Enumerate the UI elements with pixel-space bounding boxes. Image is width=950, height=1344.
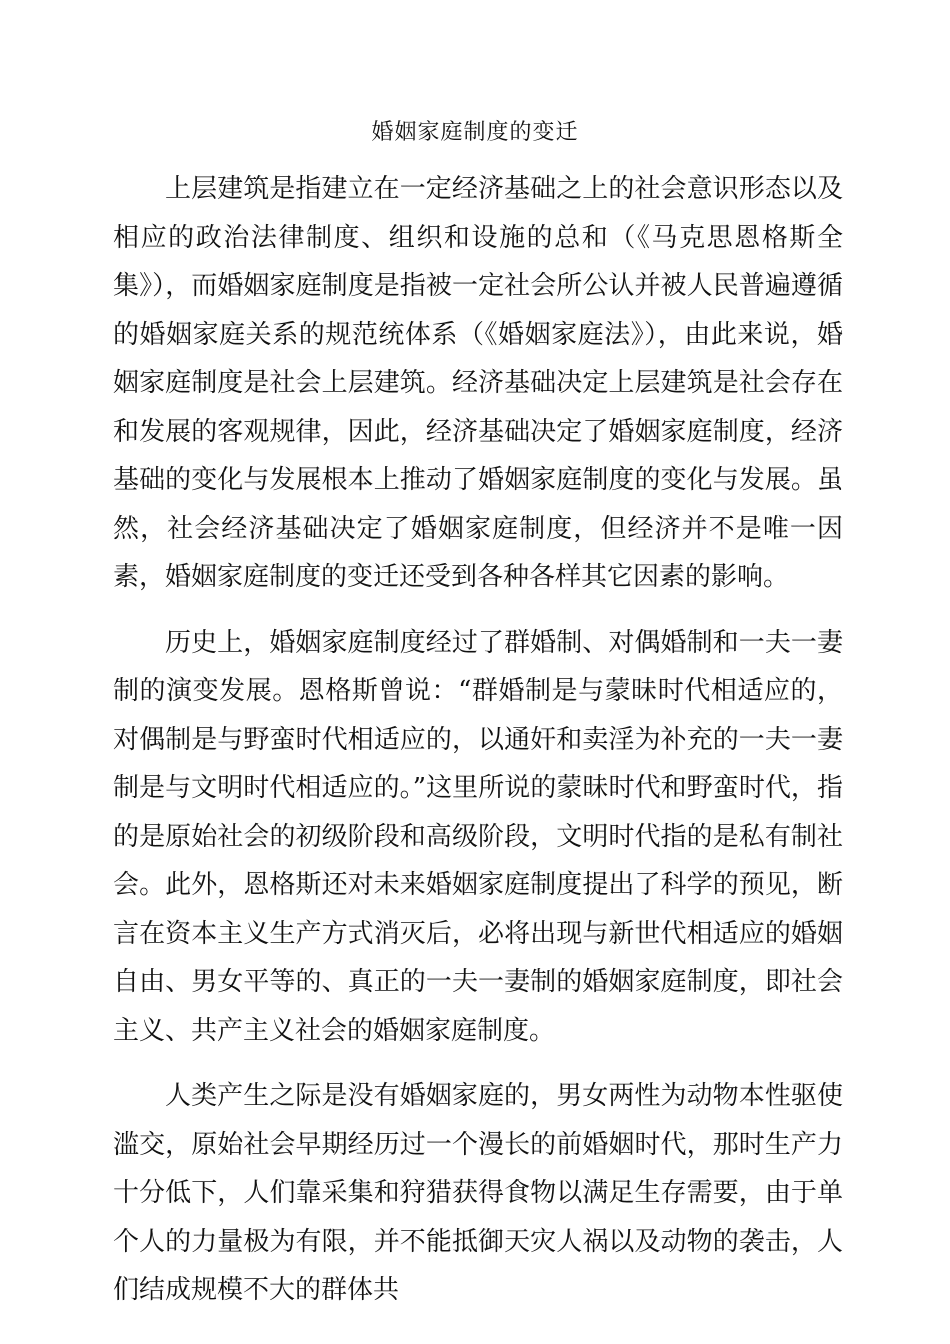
document-body [113,165,843,1315]
paragraph-2: 历史上，婚姻家庭制度经过了群婚制、对偶婚制和一夫一妻制的演变发展。恩格斯曾说：“群婚制是与蒙昧时代相适应的，对偶制是与野蛮时代相适应的，以通奸和卖淫为补充的一夫一妻制是与文明时代相适应的。”这里所说的蒙昧时代和野蛮时代，指的是原始社会的初级阶段和高级阶段，文明时代指的是私有制社会。此外，恩格斯还对未来婚姻家庭制度提出了科学的预见，断言在资本主义生产方式消灭后，必将出现与新世代相适应的婚姻自由、男女平等的、真正的一夫一妻制的婚姻家庭制度，即社会主义、共产主义社会的婚姻家庭制度。 [113,627,843,1046]
paragraph-1: 上层建筑是指建立在一定经济基础之上的社会意识形态以及相应的政治法律制度、组织和设施的总和（《马克思恩格斯全集》），而婚姻家庭制度是指被一定社会所公认并被人民普遍遵循的婚姻家庭关系的规范统体系（《婚姻家庭法》），由此来说，婚姻家庭制度是社会上层建筑。经济基础决定上层建筑是社会存在和发展的客观规律，因此，经济基础决定了婚姻家庭制度，经济基础的变化与发展根本上推动了婚姻家庭制度的变化与发展。虽然，社会经济基础决定了婚姻家庭制度，但经济并不是唯一因素，婚姻家庭制度的变迁还受到各种各样其它因素的影响。 [113,174,843,592]
document-title: 婚姻家庭制度的变迁 [371,120,579,145]
paragraph-3: 人类产生之际是没有婚姻家庭的，男女两性为动物本性驱使滥交，原始社会早期经历过一个漫长的前婚姻时代，那时生产力十分低下，人们靠采集和狩猎获得食物以满足生存需要，由于单个人的力量极为有限，并不能抵御天灾人祸以及动物的袭击，人们结成规模不大的群体共 [113,1081,843,1305]
